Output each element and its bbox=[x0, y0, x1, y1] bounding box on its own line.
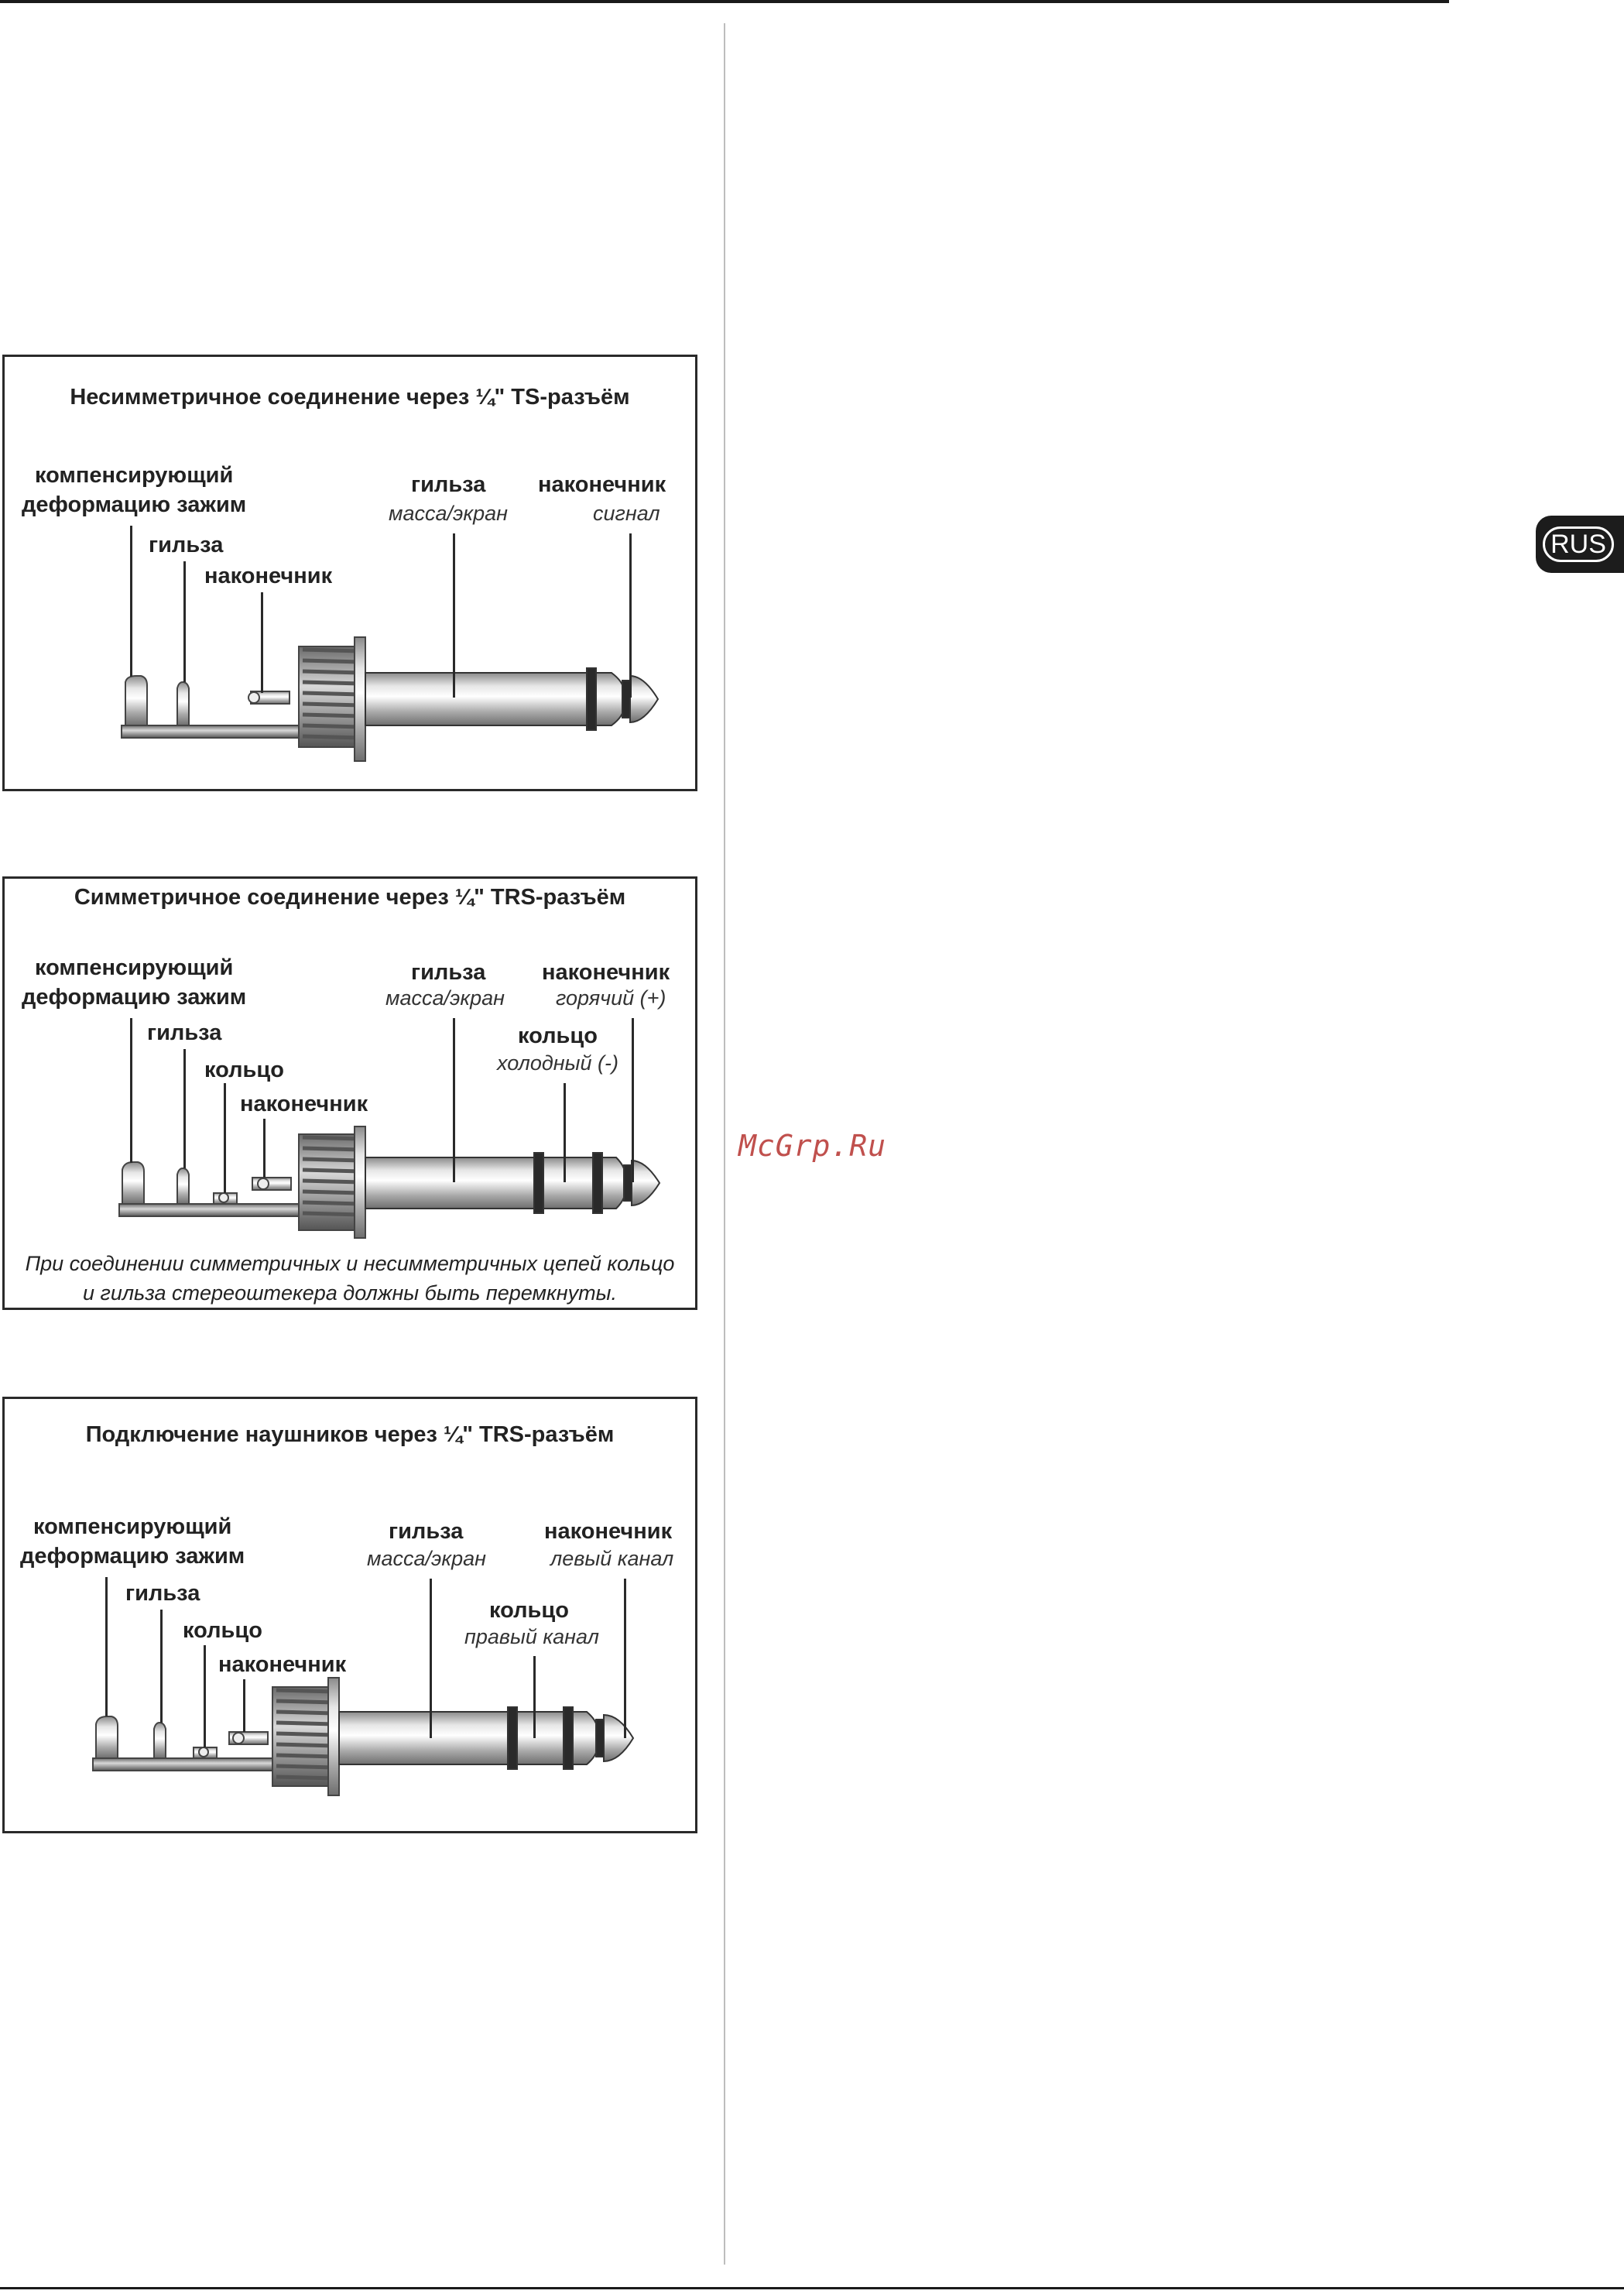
ring-sublabel: холодный (-) bbox=[497, 1051, 619, 1075]
ring-label: кольцо bbox=[518, 1024, 598, 1048]
sleeve-label: гильза bbox=[411, 472, 486, 497]
tip-lug-label: наконечник bbox=[218, 1652, 347, 1677]
tip-label: наконечник bbox=[544, 1519, 673, 1544]
strain-relief-label: компенсирующий деформацию зажим bbox=[22, 955, 247, 1010]
trs-balanced-panel bbox=[2, 876, 697, 1310]
ts-connection-panel bbox=[2, 355, 697, 791]
sleeve-lug-label: гильза bbox=[149, 533, 224, 557]
tip-label: наконечник bbox=[538, 472, 666, 497]
ring-lug-leader bbox=[204, 1645, 206, 1747]
threaded-collar bbox=[299, 637, 365, 761]
tip-lug-leader bbox=[263, 1119, 266, 1178]
ring-sublabel: правый канал bbox=[464, 1625, 599, 1648]
sleeve-lug-leader bbox=[160, 1610, 163, 1723]
tip-sublabel: сигнал bbox=[593, 502, 660, 525]
ring-leader bbox=[533, 1656, 536, 1738]
tip-sublabel: левый канал bbox=[550, 1547, 674, 1570]
panel-title: Симметричное соединение через ¼" TRS-разъём bbox=[74, 885, 626, 910]
sleeve-lug-leader bbox=[183, 1049, 186, 1168]
top-rule bbox=[0, 0, 1449, 3]
ring-lug-label: кольцо bbox=[204, 1058, 284, 1082]
ring-lug-label: кольцо bbox=[183, 1618, 262, 1643]
tip-leader bbox=[624, 1579, 626, 1738]
solder-lugs bbox=[122, 676, 299, 738]
solder-lugs bbox=[93, 1716, 276, 1771]
language-badge: RUS bbox=[1543, 526, 1614, 562]
sleeve-lug-label: гильза bbox=[125, 1581, 200, 1606]
strain-relief-label: компенсирующий деформацию зажим bbox=[22, 463, 247, 517]
panel-title: Подключение наушников через ¼" TRS-разъём bbox=[85, 1422, 615, 1447]
headphones-panel bbox=[2, 1397, 697, 1833]
watermark: McGrp.Ru bbox=[738, 1129, 887, 1163]
tip-sublabel: горячий (+) bbox=[556, 986, 666, 1010]
sleeve-leader bbox=[453, 533, 455, 698]
ring-leader bbox=[564, 1083, 566, 1182]
panel-title: Несимметричное соединение через ¼" TS-разъём bbox=[70, 385, 630, 410]
tip-leader bbox=[629, 533, 632, 698]
ring-label: кольцо bbox=[489, 1598, 569, 1623]
tip-label: наконечник bbox=[542, 960, 670, 985]
sleeve-lug-leader bbox=[183, 561, 186, 682]
sleeve-leader bbox=[453, 1018, 455, 1182]
sleeve-sublabel: масса/экран bbox=[367, 1547, 486, 1570]
plug-shaft bbox=[365, 668, 658, 730]
tip-lug-label: наконечник bbox=[240, 1092, 368, 1116]
strain-relief-leader bbox=[130, 1018, 132, 1163]
sleeve-label: гильза bbox=[411, 960, 486, 985]
sleeve-lug-label: гильза bbox=[147, 1020, 222, 1045]
sleeve-label: гильза bbox=[389, 1519, 464, 1544]
wiring-note: При соединении симметричных и несимметричных цепей кольцо и гильза стереоштекера должны быть перемкнуты. bbox=[25, 1252, 675, 1305]
threaded-collar bbox=[299, 1126, 365, 1238]
sleeve-sublabel: масса/экран bbox=[385, 986, 505, 1010]
ring-lug-leader bbox=[224, 1083, 226, 1193]
strain-relief-leader bbox=[105, 1577, 108, 1716]
strain-relief-leader bbox=[130, 526, 132, 677]
sleeve-sublabel: масса/экран bbox=[389, 502, 508, 525]
tip-leader bbox=[632, 1018, 634, 1182]
tip-lug-label: наконечник bbox=[204, 564, 333, 588]
ts-plug-illustration bbox=[5, 357, 695, 789]
sleeve-leader bbox=[430, 1579, 432, 1738]
solder-lugs bbox=[119, 1162, 299, 1216]
trs-plug-illustration bbox=[5, 879, 695, 1311]
plug-shaft bbox=[365, 1153, 660, 1213]
plug-shaft bbox=[339, 1707, 633, 1769]
tip-lug-leader bbox=[261, 592, 263, 693]
strain-relief-label: компенсирующий деформацию зажим bbox=[20, 1514, 245, 1569]
headphone-plug-illustration bbox=[5, 1399, 695, 1831]
bottom-rule bbox=[0, 2287, 1624, 2289]
tip-lug-leader bbox=[243, 1679, 245, 1732]
threaded-collar bbox=[272, 1678, 339, 1795]
column-divider bbox=[724, 23, 725, 2265]
